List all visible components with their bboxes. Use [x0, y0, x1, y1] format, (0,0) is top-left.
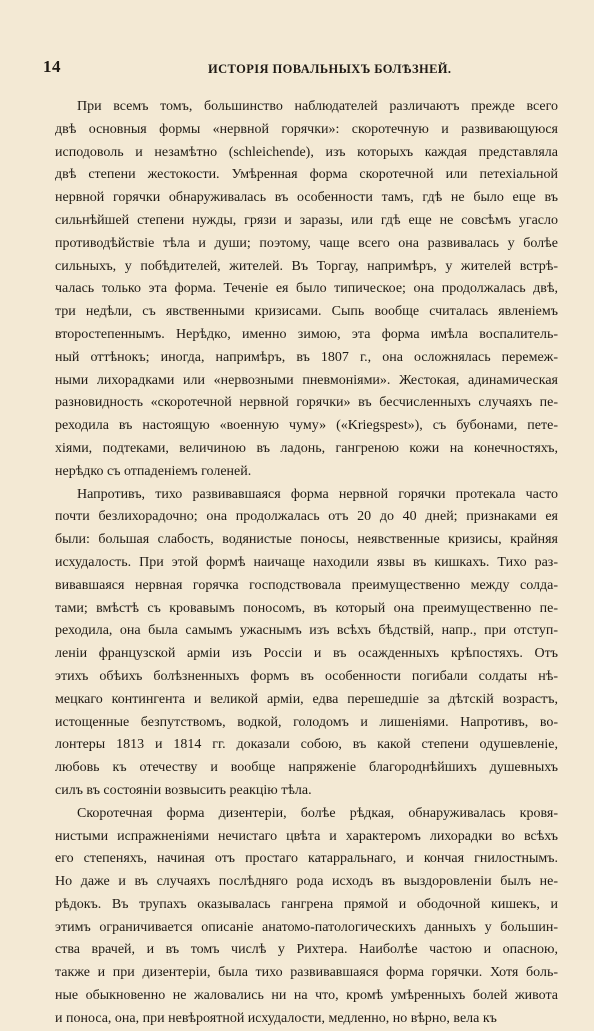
running-title: ИСТОРІЯ ПОВАЛЬНЫХЪ БОЛѢЗНЕЙ.: [208, 62, 452, 76]
text-line: хіями, подтеками, величиною въ ладонь, гангреною кожи на конечностяхъ,: [55, 440, 558, 456]
text-line: и поноса, она, при невѣроятной исхудалости, медленно, но вѣрно, вела къ: [55, 1010, 497, 1026]
text-line: истощенные безпутствомъ, водкой, голодомъ и лишеніями. Напротивъ, во-: [55, 714, 558, 730]
text-line: мецкаго контингента и великой арміи, едва перешедшіе за дѣтскій возрастъ,: [55, 691, 558, 707]
text-line: двѣ основныя формы «нервной горячки»: скоротечную и развивающуюся: [55, 121, 558, 137]
paragraph: [55, 803, 558, 1031]
text-line: ства врачей, и въ томъ числѣ у Рихтера. Наиболѣе частою и опасною,: [55, 942, 558, 958]
text-line: тами; вмѣстѣ съ кровавымъ поносомъ, въ который она преимущественно пе-: [55, 600, 558, 616]
text-line: его степеняхъ, начиная отъ простаго катарральнаго, и кончая гнилостнымъ.: [55, 851, 558, 867]
text-line: лонтеры 1813 и 1814 гг. доказали собою, въ какой степени одушевленіе,: [55, 737, 558, 753]
text-line: Скоротечная форма дизентеріи, болѣе рѣдкая, обнаруживалась кровя-: [77, 805, 558, 821]
text-line: противодѣйствіе тѣла и души; поэтому, чаще всего она развивалась у болѣе: [55, 235, 558, 251]
text-line: ный оттѣнокъ; иногда, напримѣръ, въ 1807 г., она осложнялась перемеж-: [55, 349, 558, 365]
text-line: почти безлихорадочно; она продолжалась отъ 20 до 40 дней; признаками ея: [55, 509, 558, 525]
body-text: [55, 96, 558, 1031]
paragraph: [55, 484, 558, 803]
text-line: также и при дизентеріи, была тихо развивавшаяся форма горячки. Хотя боль-: [55, 965, 558, 981]
paragraph: [55, 96, 558, 484]
text-line: второстепеннымъ. Нерѣдко, именно зимою, эта форма имѣла воспалитель-: [55, 326, 558, 342]
text-line: леніи французской арміи изъ Россіи и въ осажденныхъ крѣпостяхъ. Отъ: [55, 646, 558, 662]
text-line: Но даже и въ случаяхъ послѣдняго рода исходъ въ выздоровленіи былъ не-: [55, 874, 558, 890]
text-line: Напротивъ, тихо развивавшаяся форма нервной горячки протекала часто: [77, 486, 558, 502]
page-header: [43, 57, 548, 82]
text-line: чалась только эта форма. Теченіе ея было типическое; она продолжалась двѣ,: [55, 281, 558, 297]
text-line: реходила въ настоящую «военную чуму» («Kriegspest»), съ бубонами, пете-: [55, 418, 558, 434]
text-line: разновидность «скоротечной нервной горячки» въ бесчисленныхъ случаяхъ пе-: [55, 395, 558, 411]
text-line: сильныхъ, у побѣдителей, жителей. Въ Торгау, напримѣръ, у жителей встрѣ-: [55, 258, 558, 274]
text-line: реходила, она была самымъ ужаснымъ изъ всѣхъ бѣдствій, напр., при отступ-: [55, 623, 558, 639]
text-line: рѣдокъ. Въ трупахъ оказывалась гангрена прямой и ободочной кишекъ, и: [55, 896, 558, 912]
text-line: При всемъ томъ, большинство наблюдателей различаютъ прежде всего: [77, 99, 558, 114]
text-line: были: большая слабость, водянистые поносы, неявственные кризисы, крайняя: [55, 532, 558, 548]
text-line: этимъ ограничивается описаніе анатомо-патологическихъ данныхъ у большин-: [55, 919, 558, 935]
text-line: три недѣли, съ явственными кризисами. Сыпь вообще считалась явленіемъ: [55, 304, 558, 320]
text-line: сильнѣйшей степени нужды, грязи и заразы, или гдѣ еще не совсѣмъ угасло: [55, 212, 558, 228]
text-line: двѣ степени жестокости. Умѣренная форма скоротечной или петехіальной: [55, 167, 558, 183]
text-line: этихъ обѣихъ болѣзненныхъ формъ въ особенности погибали солдаты нѣ-: [55, 668, 558, 684]
text-line: силъ въ состояніи возвысить реакцію тѣла.: [55, 782, 312, 798]
text-line: исхудалость. При этой формѣ наичаще находили язвы въ кишкахъ. Тихо раз-: [55, 554, 558, 570]
text-line: нерѣдко съ отпаденіемъ голеней.: [55, 463, 252, 479]
text-line: ными лихорадками или «нервозными пневмоніями». Жестокая, адинамическая: [55, 372, 558, 388]
text-line: вивавшаяся нервная горячка господствовала преимущественно между солда-: [55, 577, 558, 593]
page-number: 14: [43, 57, 61, 76]
text-line: нервной горячки обнаруживалась въ особенности тамъ, гдѣ не было еще въ: [55, 190, 558, 206]
text-line: любовь къ отечеству и вообще напряженіе благороднѣйшихъ душевныхъ: [55, 760, 558, 776]
text-line: нистыми испражненіями нечистаго цвѣта и характеромъ лихорадки во всѣхъ: [55, 828, 558, 844]
text-line: исподоволь и незамѣтно (schleichende), изъ которыхъ каждая представляла: [55, 144, 558, 160]
text-line: ные обыкновенно не жаловались ни на что, кромѣ умѣренныхъ болей живота: [55, 988, 558, 1004]
